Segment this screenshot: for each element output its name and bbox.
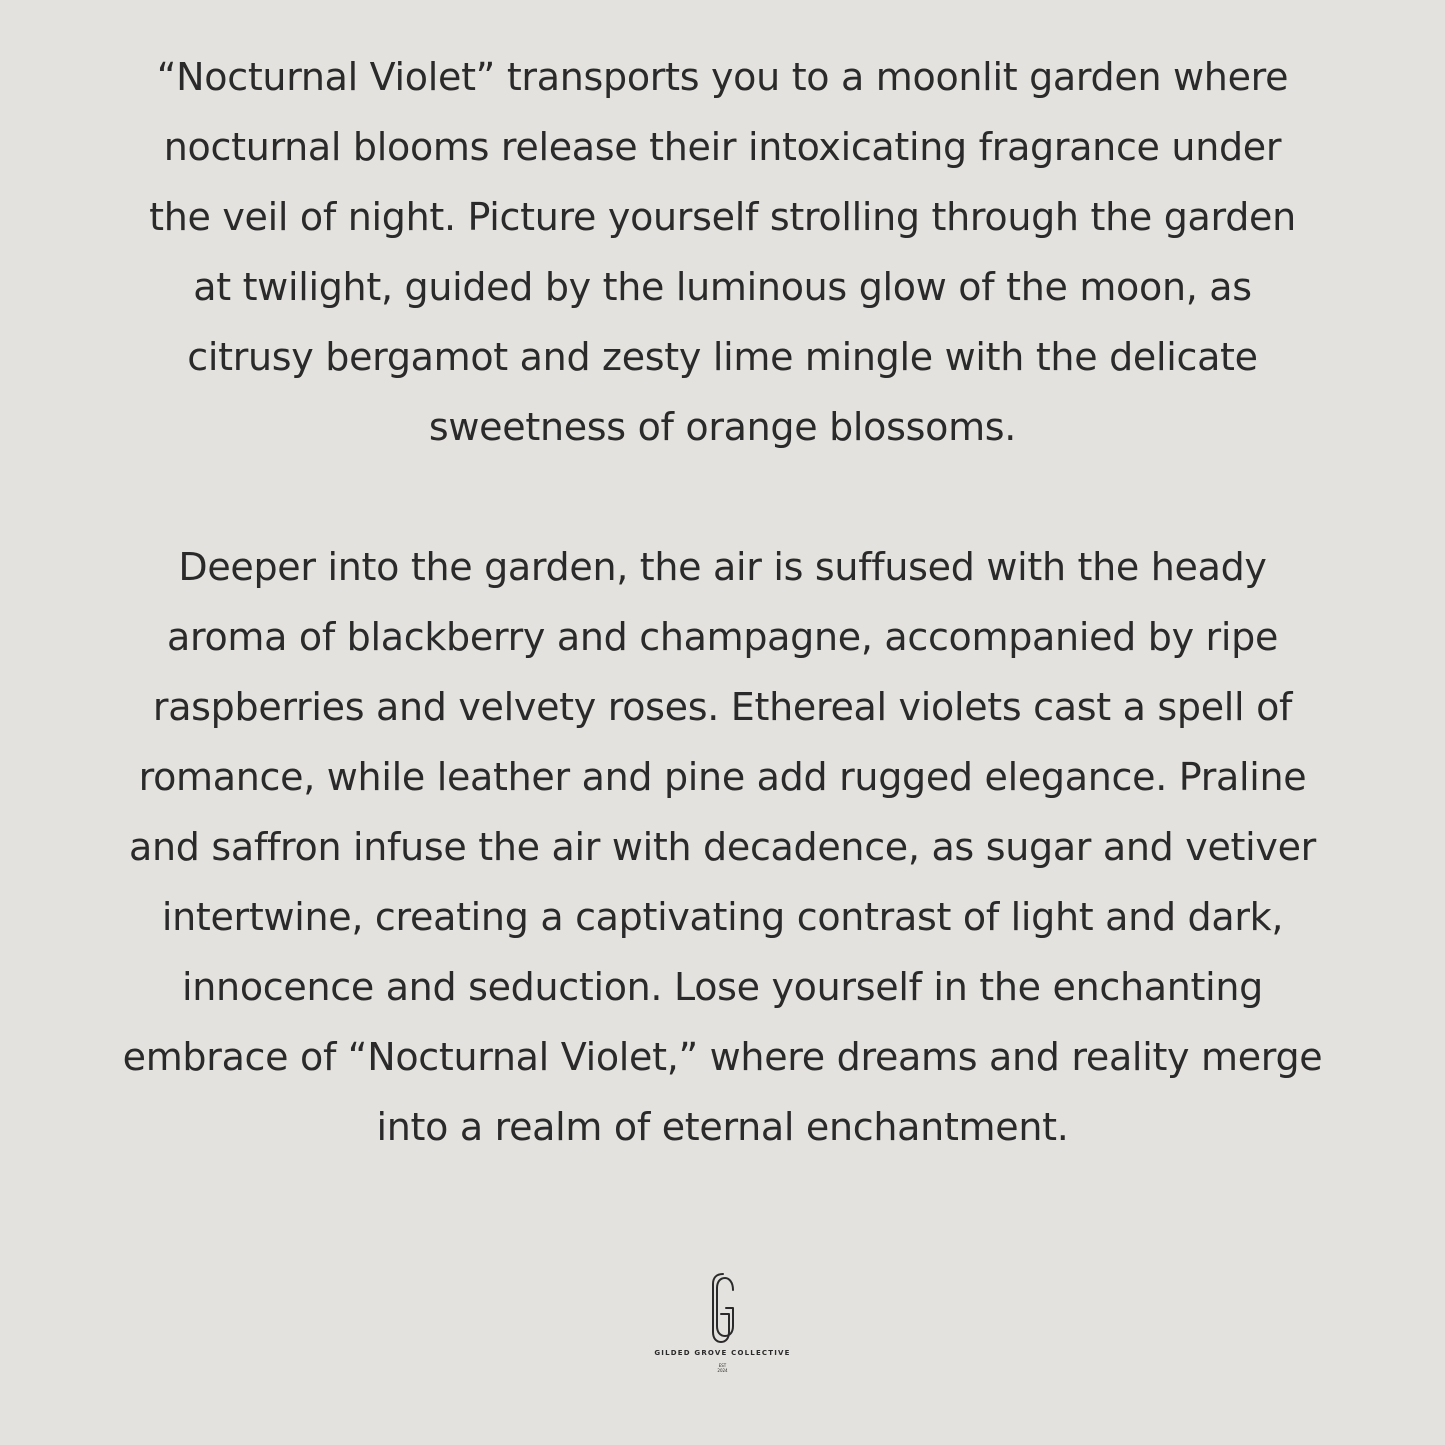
paragraph-line: aroma of blackberry and champagne, accompanied by ripe [166, 615, 1279, 659]
gg-monogram-icon [700, 1268, 746, 1348]
paragraph-line: into a realm of eternal enchantment. [376, 1105, 1069, 1149]
paragraph-line: “Nocturnal Violet” transports you to a moonlit garden where [156, 55, 1289, 99]
paragraph-notes [30, 532, 1415, 1162]
paragraph-line: romance, while leather and pine add rugged elegance. Praline [138, 755, 1307, 799]
paragraph-line: Deeper into the garden, the air is suffused with the heady [178, 545, 1267, 589]
paragraph-line: raspberries and velvety roses. Ethereal violets cast a spell of [152, 685, 1293, 729]
paragraph-line: the veil of night. Picture yourself strolling through the garden [149, 195, 1296, 239]
brand-logo [0, 1268, 1445, 1388]
paragraph-line: embrace of “Nocturnal Violet,” where dreams and reality merge [122, 1035, 1323, 1079]
paragraph-intro [30, 42, 1415, 462]
paragraph-line: nocturnal blooms release their intoxicating fragrance under [163, 125, 1282, 169]
paragraph-line: at twilight, guided by the luminous glow of the moon, as [193, 265, 1252, 309]
brand-established [0, 1363, 1445, 1373]
paragraph-line: intertwine, creating a captivating contrast of light and dark, [161, 895, 1284, 939]
paragraph-line: innocence and seduction. Lose yourself in the enchanting [182, 965, 1263, 1009]
paragraph-line: sweetness of orange blossoms. [428, 405, 1017, 449]
brand-est-label: EST [718, 1363, 727, 1368]
brand-est-year: 2024 [717, 1368, 728, 1373]
brand-name: GILDED GROVE COLLECTIVE [654, 1349, 791, 1357]
paragraph-line: citrusy bergamot and zesty lime mingle with the delicate [187, 335, 1258, 379]
paragraph-line: and saffron infuse the air with decadence, as sugar and vetiver [129, 825, 1316, 869]
